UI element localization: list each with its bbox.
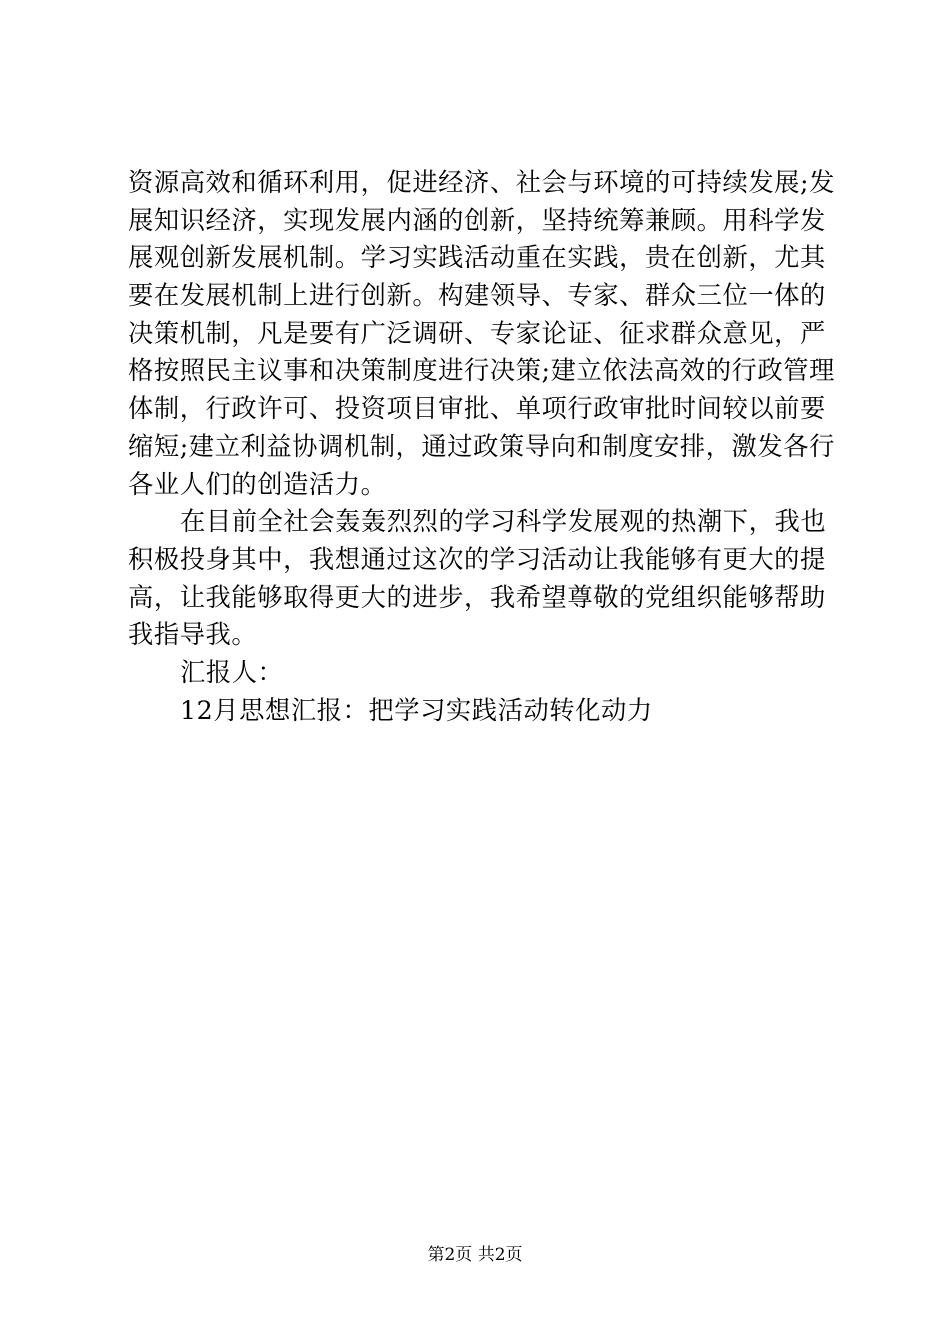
paragraph-1-line: 展知识经济，实现发展内涵的创新，坚持统筹兼顾。用科学发 [128, 205, 826, 235]
paragraph-2-line: 我指导我。 [128, 620, 258, 650]
paragraph-1-line: 缩短;建立利益协调机制，通过政策导向和制度安排，激发各行 [128, 431, 835, 461]
paragraph-2-line: 在目前全社会轰轰烈烈的学习科学发展观的热潮下，我也 [180, 507, 827, 537]
paragraph-1-line: 资源高效和循环利用，促进经济、社会与环境的可持续发展;发 [128, 168, 835, 197]
paragraph-1-line: 体制，行政许可、投资项目审批、单项行政审批时间较以前要 [128, 394, 826, 424]
paragraph-1-line: 决策机制，凡是要有广泛调研、专家论证、征求群众意见，严 [128, 318, 826, 348]
signature-line: 汇报人： [180, 657, 284, 687]
paragraph-1-line: 要在发展机制上进行创新。构建领导、专家、群众三位一体的 [128, 281, 826, 311]
paragraph-1-line: 展观创新发展机制。学习实践活动重在实践，贵在创新，尤其 [128, 243, 826, 273]
page-number-footer: 第2页 共2页 [427, 1245, 523, 1265]
paragraph-1-line: 格按照民主议事和决策制度进行决策;建立依法高效的行政管理 [128, 356, 835, 386]
related-article-title: 12月思想汇报：把学习实践活动转化动力 [180, 695, 653, 725]
paragraph-1-line: 各业人们的创造活力。 [128, 469, 387, 499]
document-body [128, 164, 834, 729]
paragraph-2-line: 积极投身其中，我想通过这次的学习活动让我能够有更大的提 [128, 544, 826, 574]
paragraph-2-line: 高，让我能够取得更大的进步，我希望尊敬的党组织能够帮助 [128, 582, 826, 612]
